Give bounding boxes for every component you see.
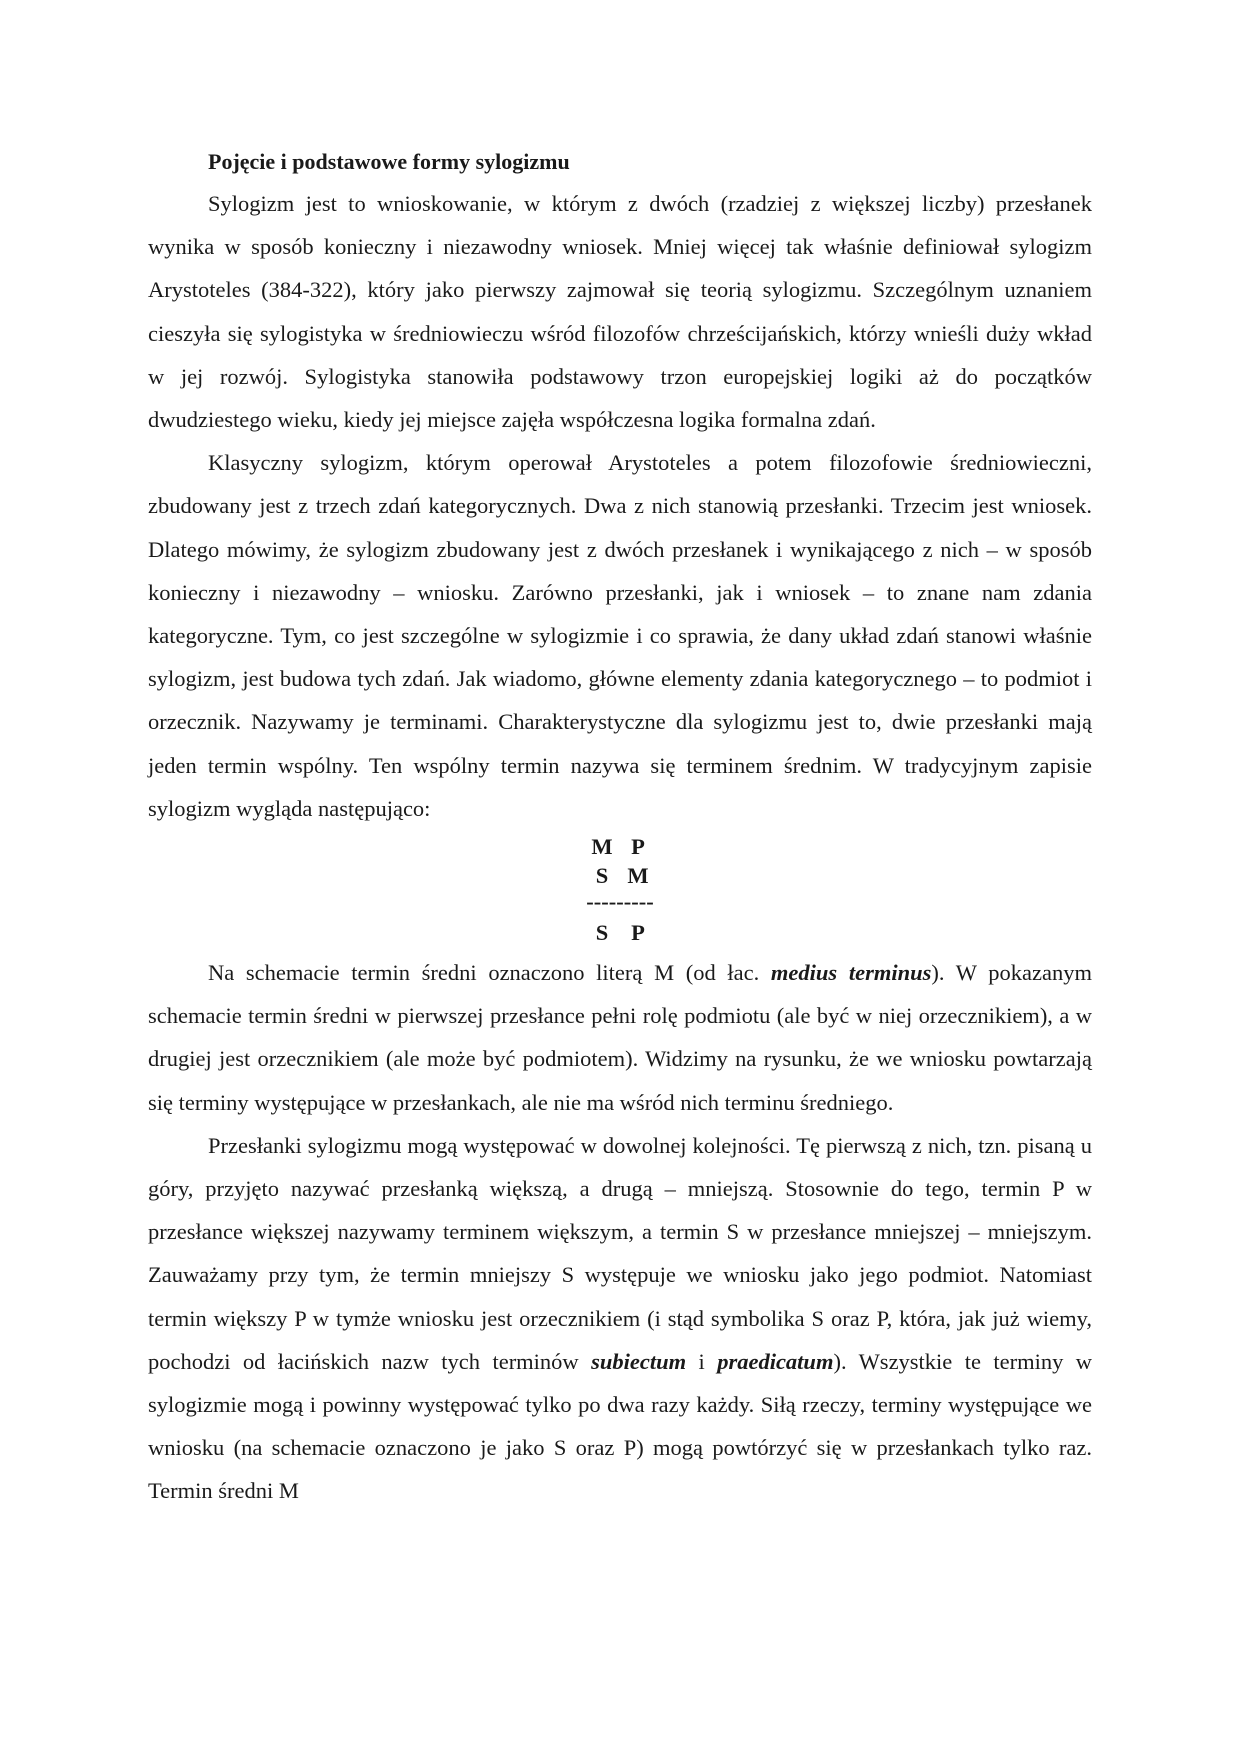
schema-term: P (631, 834, 645, 860)
schema-minor-premise (148, 861, 1092, 890)
paragraph-middle-term (148, 951, 1092, 1124)
text-run: ). W pokazanym schemacie termin średni w pierwszej przesłance pełni rolę podmiotu (ale być w niej orzecznikiem), a w drugiej jest orzecznikiem (ale może być podmiotem). Widzimy na rysunku, że we wniosku powtarzają się terminy występujące w przesłankach, ale nie ma wśród nich terminu średniego. (148, 960, 1092, 1115)
text-run: Przesłanki sylogizmu mogą występować w dowolnej kolejności. Tę pierwszą z nich, tzn. pisaną u góry, przyjęto nazywać przesłanką większą, a drugą – mniejszą. Stosownie do tego, termin P w przesłance większej nazywamy terminem większym, a termin S w przesłance mniejszej – mniejszym. Zauważamy przy tym, że termin mniejszy S występuje we wniosku jako jego podmiot. Natomiast termin większy P w tymże wniosku jest orzecznikiem (i stąd symbolika S oraz P, która, jak już wiemy, pochodzi od łacińskich nazw tych terminów (148, 1132, 1092, 1374)
schema-term: S (595, 863, 609, 889)
schema-divider: --------- (586, 889, 654, 915)
document-title: Pojęcie i podstawowe formy sylogizmu (208, 149, 570, 174)
latin-term-praedicatum: praedicatum (717, 1348, 834, 1374)
paragraph-classic-syllogism: Klasyczny sylogizm, którym operował Arystoteles a potem filozofowie średniowieczni, zbudowany jest z trzech zdań kategorycznych. Dwa z nich stanowią przesłanki. Trzecim jest wniosek. Dlatego mówimy, że sylogizm zbudowany jest z dwóch przesłanek i wynikającego z nich – w sposób konieczny i niezawodny – wniosku. Zarówno przesłanki, jak i wniosek – to znane nam zdania kategoryczne. Tym, co jest szczególne w sylogizmie i co sprawia, że dany układ zdań stanowi właśnie sylogizm, jest budowa tych zdań. Jak wiadomo, główne elementy zdania kategorycznego – to podmiot i orzecznik. Nazywamy je terminami. Charakterystyczne dla sylogizmu jest to, dwie przesłanki mają jeden termin wspólny. Ten wspólny termin nazywa się terminem średnim. W tradycyjnym zapisie sylogizm wygląda następująco: (148, 450, 1092, 821)
schema-term: P (631, 920, 645, 946)
schema-term: M (627, 863, 649, 889)
schema-term: M (591, 834, 613, 860)
schema-conclusion (148, 918, 1092, 947)
schema-term: S (595, 920, 609, 946)
document-page (148, 146, 1092, 1513)
paragraph-definition: Sylogizm jest to wnioskowanie, w którym z dwóch (rzadziej z większej liczby) przesłanek wynika w sposób konieczny i niezawodny wniosek. Mniej więcej tak właśnie definiował sylogizm Arystoteles (384-322), który jako pierwszy zajmował się teorią sylogizmu. Szczególnym uznaniem cieszyła się sylogistyka w średniowieczu wśród filozofów chrześcijańskich, którzy wnieśli duży wkład w jej rozwój. Sylogistyka stanowiła podstawowy trzon europejskiej logiki aż do początków dwudziestego wieku, kiedy jej miejsce zajęła współczesna logika formalna zdań. (148, 191, 1092, 433)
text-run: i (686, 1348, 718, 1374)
latin-term-subiectum: subiectum (591, 1348, 687, 1374)
syllogism-schema (148, 832, 1092, 947)
latin-term-medius: medius terminus (770, 960, 932, 986)
paragraph-premises-order (148, 1124, 1092, 1513)
text-run: Na schemacie termin średni oznaczono literą M (od łac. (208, 960, 771, 986)
text-run: ). Wszystkie te terminy w sylogizmie mogą i powinny występować tylko po dwa razy każdy. Siłą rzeczy, terminy występujące we wniosku (na schemacie oznaczono je jako S oraz P) mogą powtórzyć się w przesłankach tylko raz. Termin średni M (148, 1348, 1092, 1504)
schema-major-premise (148, 832, 1092, 861)
